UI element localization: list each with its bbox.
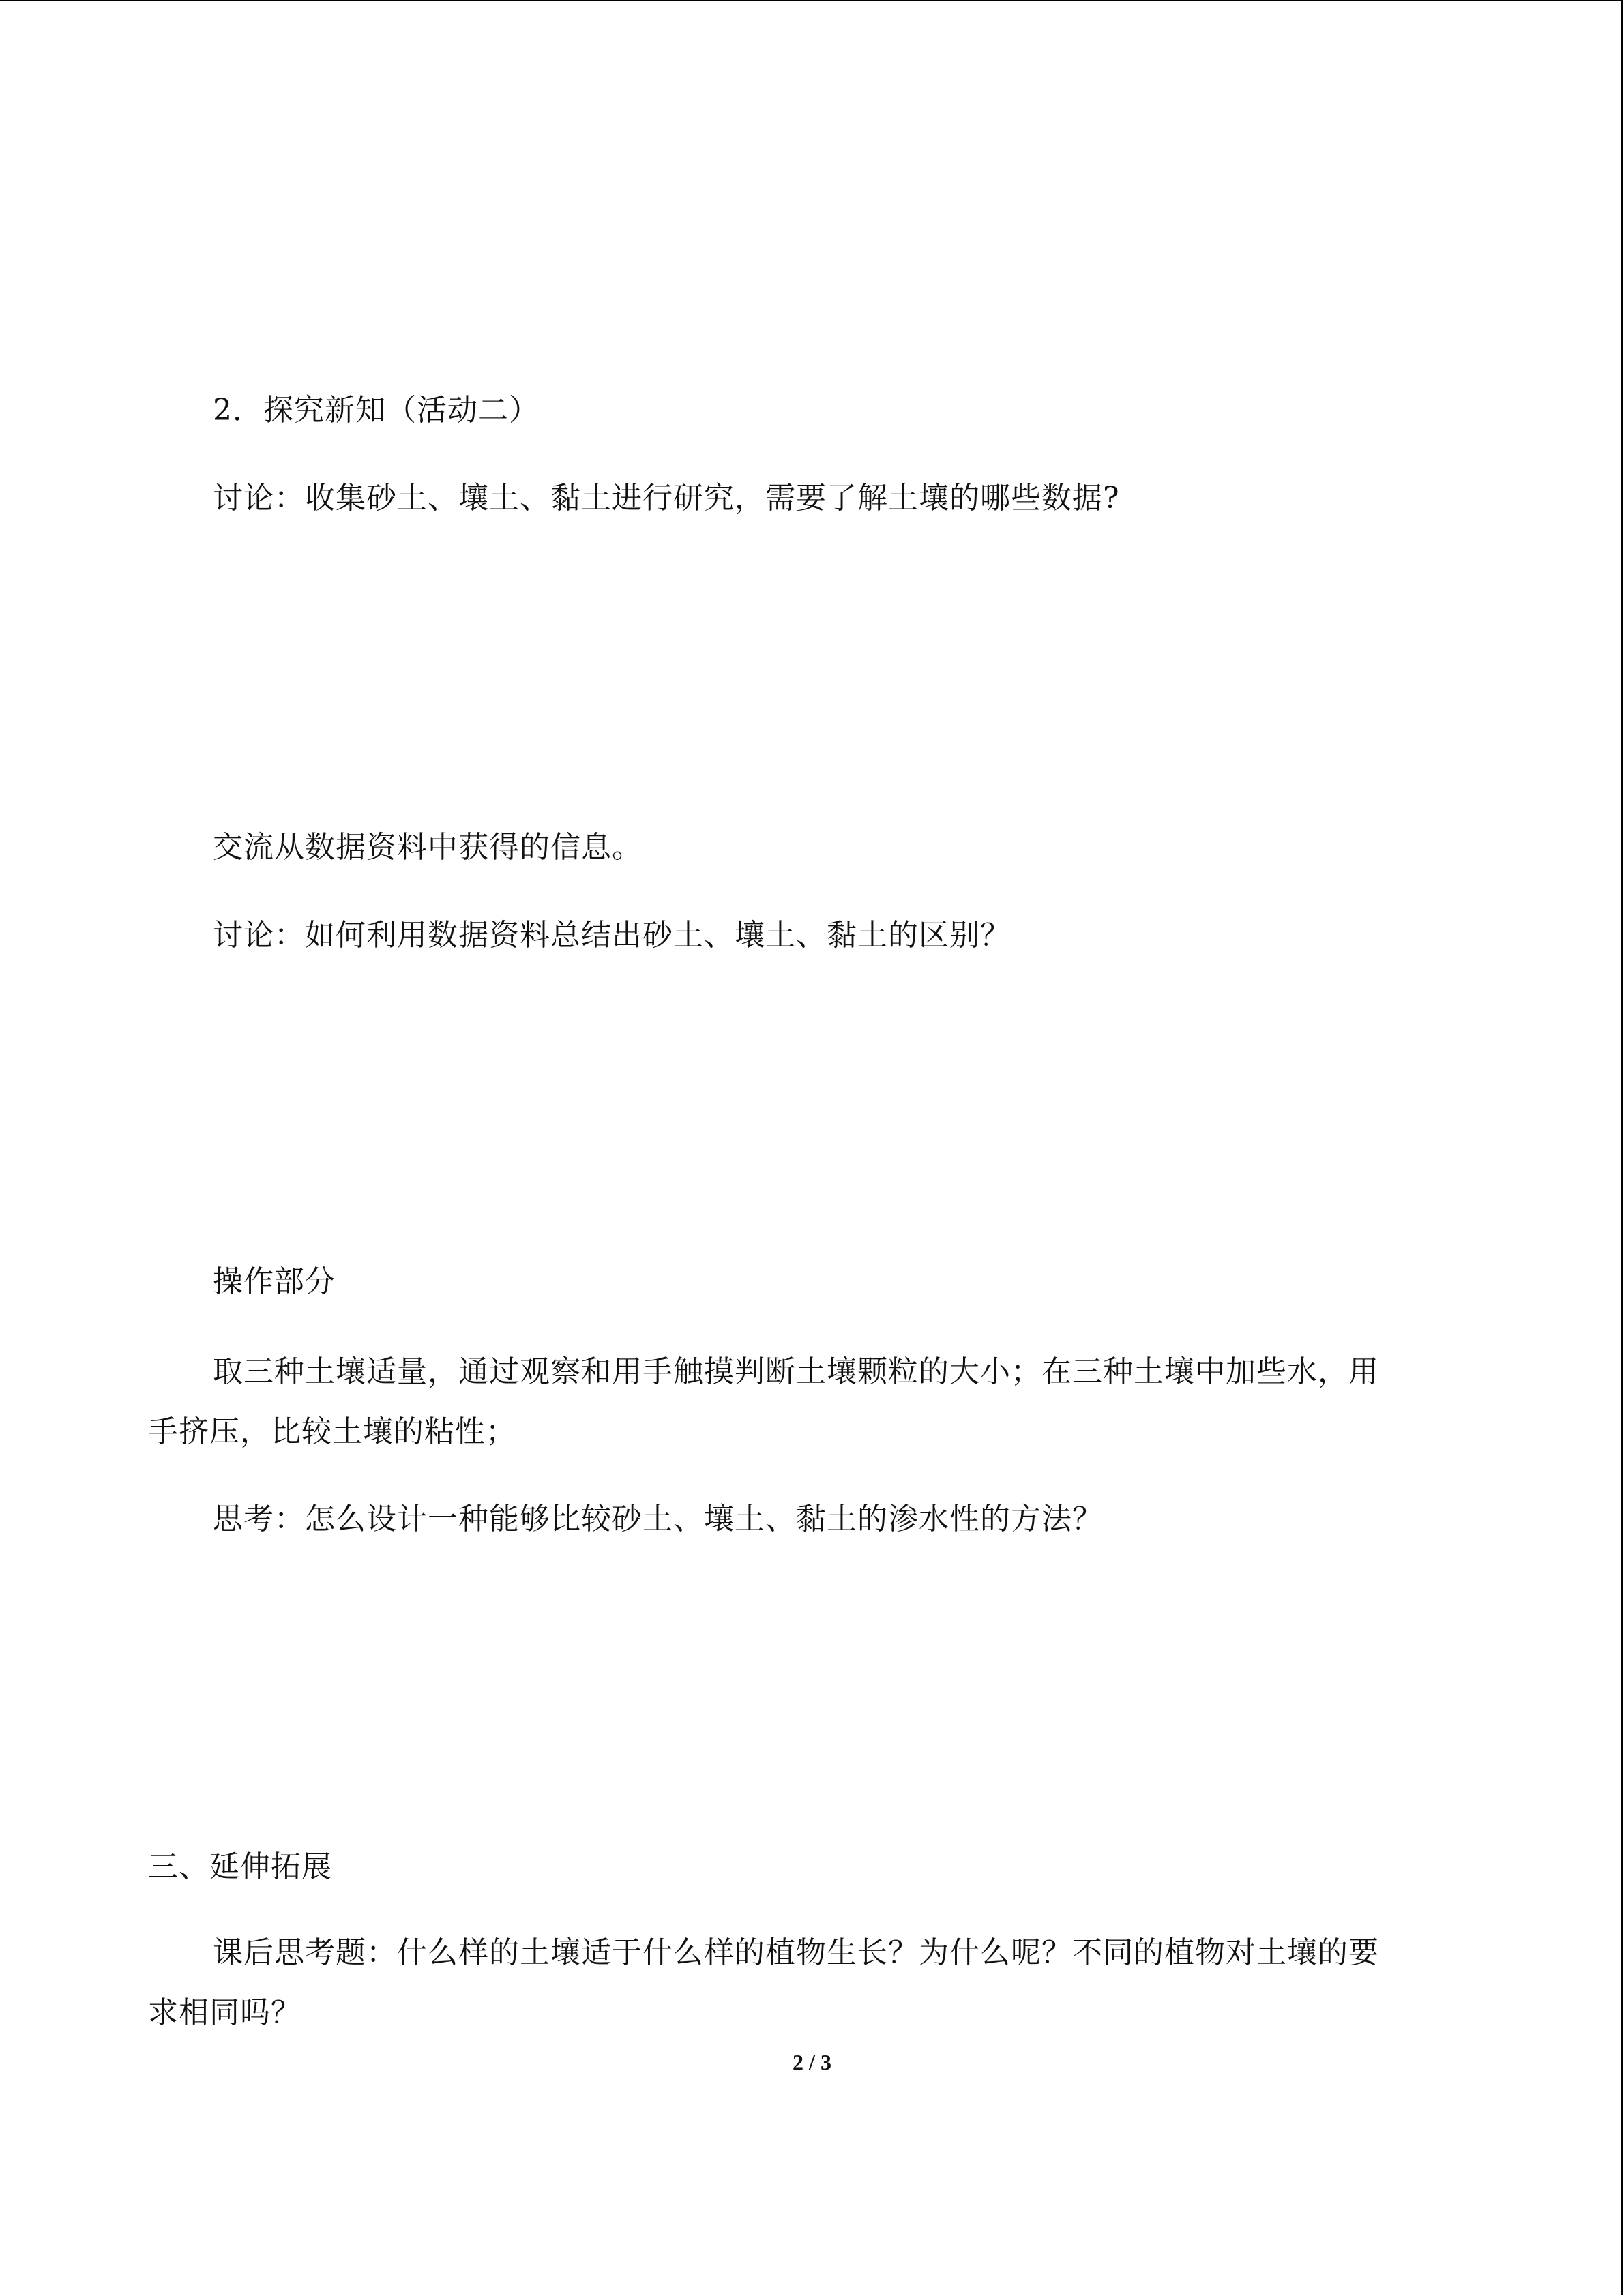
homework-line-2: 求相同吗？ — [148, 1995, 301, 2030]
homework-line-1: 课后思考题：什么样的土壤适于什么样的植物生长？为什么呢？不同的植物对土壤的要 — [213, 1935, 1379, 1970]
page-number: 2 / 3 — [793, 2050, 831, 2074]
section-2-heading: 2．探究新知（活动二） — [213, 393, 540, 428]
operation-paragraph-line-2: 手挤压，比较土壤的粘性； — [148, 1414, 516, 1449]
discussion-question-2: 讨论：如何利用数据资料总结出砂土、壤土、黏土的区别？ — [213, 918, 1011, 953]
operation-heading: 操作部分 — [213, 1264, 336, 1299]
operation-paragraph-line-1: 取三种土壤适量，通过观察和用手触摸判断土壤颗粒的大小；在三种土壤中加些水，用 — [213, 1354, 1379, 1389]
think-question: 思考：怎么设计一种能够比较砂土、壤土、黏土的渗水性的方法？ — [213, 1502, 1103, 1536]
exchange-text: 交流从数据资料中获得的信息。 — [213, 830, 643, 865]
section-3-heading: 三、延伸拓展 — [148, 1849, 332, 1884]
discussion-question-1: 讨论：收集砂土、壤土、黏土进行研究，需要了解土壤的哪些数据? — [213, 481, 1120, 516]
